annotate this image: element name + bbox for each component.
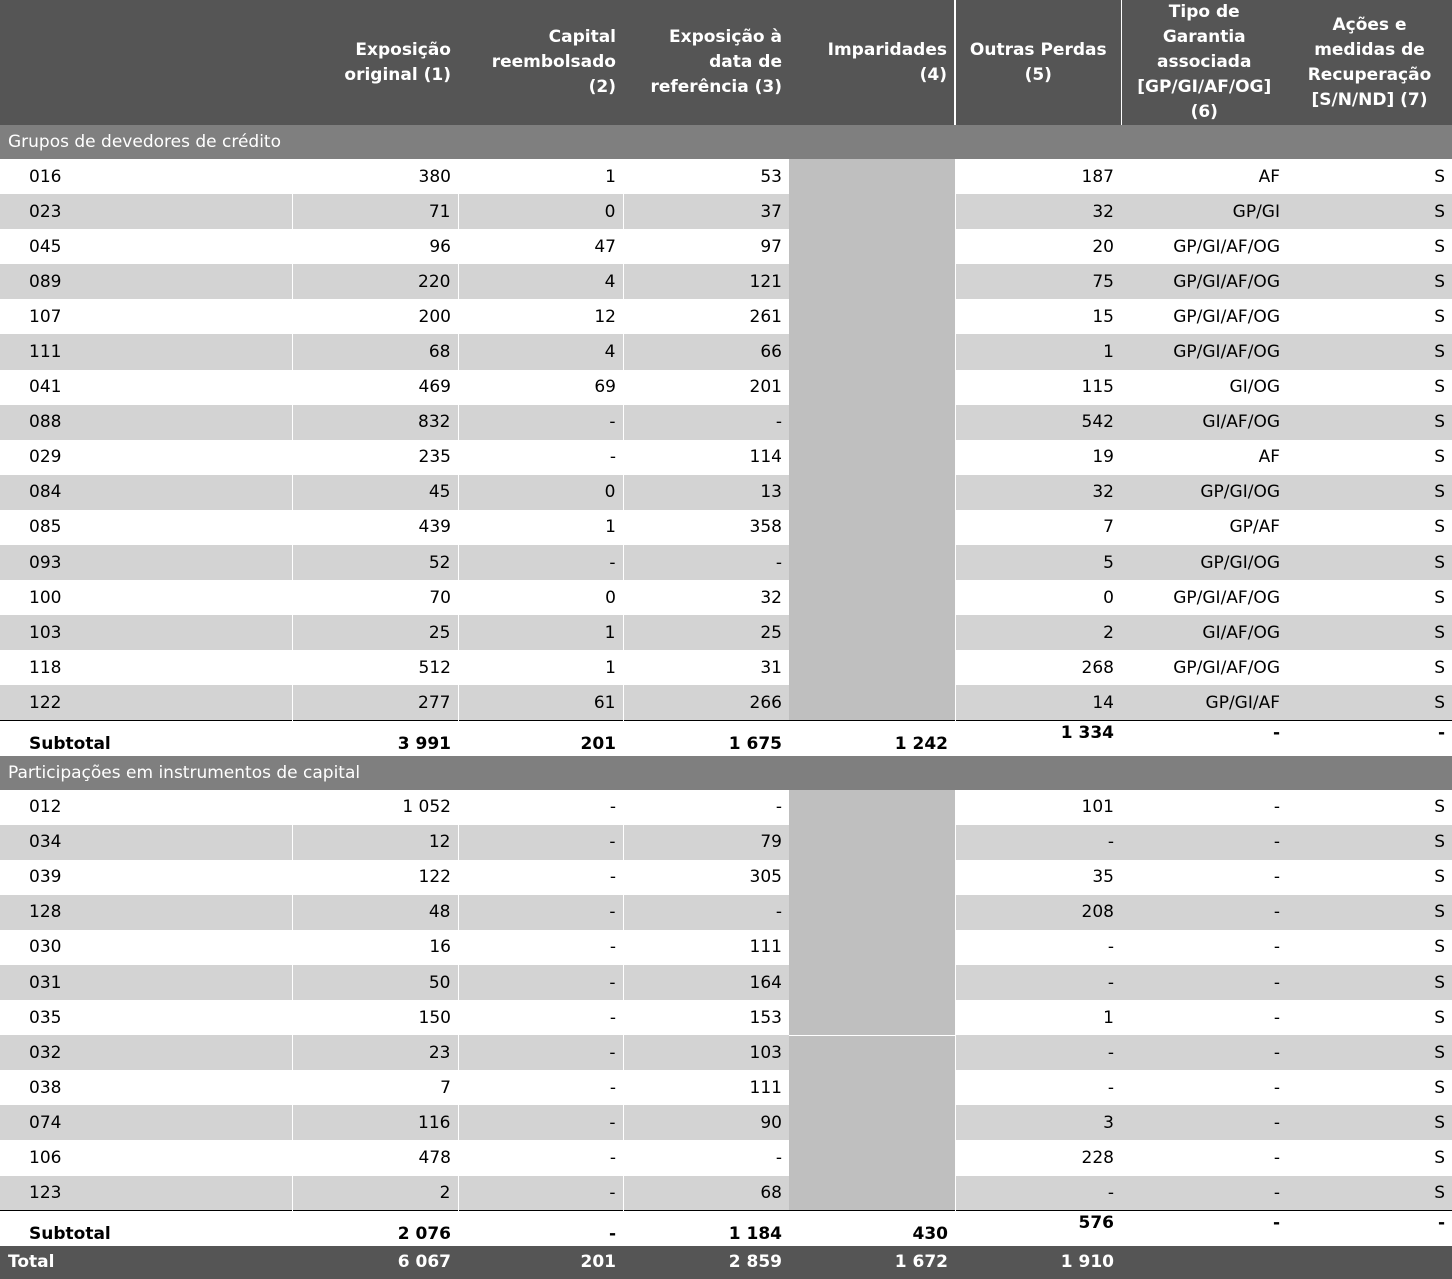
subtotal-acoes-recuperacao: - xyxy=(1287,721,1452,756)
row-id: 106 xyxy=(29,1147,62,1168)
header-outras-perdas: Outras Perdas (5) xyxy=(955,0,1121,125)
table-row xyxy=(0,510,1452,545)
row-id: 038 xyxy=(29,1077,62,1098)
cell-exposicao-data: 305 xyxy=(749,867,782,888)
cell-exposicao-original: 1 052 xyxy=(402,797,451,818)
total-capital-reembolsado: 201 xyxy=(458,1246,623,1279)
cell-tipo-garantia: GP/GI/AF/OG xyxy=(1173,236,1280,257)
subtotal-imparidades: 430 xyxy=(789,1211,955,1246)
cell-acoes-recuperacao: S xyxy=(1434,1077,1445,1098)
cell-capital-reembolsado: - xyxy=(609,937,616,958)
cell-exposicao-data: - xyxy=(623,545,789,580)
cell-exposicao-original: 220 xyxy=(292,264,458,299)
cell-exposicao-original: 48 xyxy=(292,895,458,930)
cell-outras-perdas: 268 xyxy=(955,650,1121,685)
total-imparidades: 1 672 xyxy=(789,1246,955,1279)
cell-imparidades xyxy=(789,650,955,685)
cell-outras-perdas: 75 xyxy=(955,264,1121,299)
cell-tipo-garantia: - xyxy=(1273,937,1280,958)
cell-imparidades xyxy=(789,545,955,580)
subtotal-row xyxy=(0,1211,1452,1246)
row-id: 030 xyxy=(29,937,62,958)
cell-tipo-garantia: - xyxy=(1121,895,1287,930)
subtotal-outras-perdas: 1 334 xyxy=(955,721,1121,756)
cell-exposicao-data: 111 xyxy=(749,937,782,958)
header-imparidades: Imparidades (4) xyxy=(789,0,955,125)
table-row xyxy=(0,334,1452,369)
cell-exposicao-data: - xyxy=(623,895,789,930)
cell-acoes-recuperacao: S xyxy=(1287,1105,1452,1140)
cell-capital-reembolsado: 4 xyxy=(458,334,623,369)
cell-exposicao-original: 478 xyxy=(418,1147,451,1168)
cell-exposicao-original: 512 xyxy=(418,657,451,678)
table-row xyxy=(0,545,1452,580)
header-capital-reembolsado: Capital reembolsado (2) xyxy=(458,0,623,125)
cell-imparidades xyxy=(789,194,955,229)
cell-exposicao-original: 200 xyxy=(418,306,451,327)
cell-imparidades xyxy=(789,405,955,440)
cell-tipo-garantia: GI/AF/OG xyxy=(1121,405,1287,440)
table-row xyxy=(0,1176,1452,1211)
subtotal-row xyxy=(0,721,1452,756)
table-row xyxy=(0,895,1452,930)
cell-acoes-recuperacao: S xyxy=(1287,615,1452,650)
table-row xyxy=(0,685,1452,720)
cell-capital-reembolsado: - xyxy=(609,797,616,818)
cell-outras-perdas: 5 xyxy=(955,545,1121,580)
cell-imparidades xyxy=(789,229,955,264)
cell-acoes-recuperacao: S xyxy=(1434,587,1445,608)
cell-tipo-garantia: AF xyxy=(1258,447,1280,468)
table-row xyxy=(0,299,1452,334)
table-row xyxy=(0,405,1452,440)
cell-imparidades xyxy=(789,1176,955,1211)
cell-imparidades xyxy=(789,825,955,860)
cell-imparidades xyxy=(789,475,955,510)
cell-capital-reembolsado: - xyxy=(458,895,623,930)
cell-exposicao-original: 235 xyxy=(418,447,451,468)
table-row xyxy=(0,264,1452,299)
subtotal-outras-perdas: 576 xyxy=(955,1211,1121,1246)
row-id: 035 xyxy=(29,1007,62,1028)
header-exposicao-original: Exposição original (1) xyxy=(292,0,458,125)
cell-tipo-garantia: - xyxy=(1121,1105,1287,1140)
cell-outras-perdas: - xyxy=(955,965,1121,1000)
cell-imparidades xyxy=(789,615,955,650)
table-row xyxy=(0,1070,1452,1105)
cell-tipo-garantia: GI/AF/OG xyxy=(1121,615,1287,650)
row-id: 031 xyxy=(0,965,292,1000)
total-exposicao-original: 6 067 xyxy=(292,1246,458,1279)
cell-exposicao-data: 25 xyxy=(623,615,789,650)
cell-outras-perdas: - xyxy=(955,1176,1121,1211)
cell-tipo-garantia: - xyxy=(1121,965,1287,1000)
cell-outras-perdas: 1 xyxy=(955,1000,1121,1035)
cell-tipo-garantia: GP/GI/OG xyxy=(1121,545,1287,580)
total-outras-perdas: 1 910 xyxy=(955,1246,1121,1279)
cell-outras-perdas: 101 xyxy=(955,790,1121,825)
table-row xyxy=(0,1035,1452,1070)
cell-exposicao-data: 164 xyxy=(623,965,789,1000)
cell-exposicao-data: 103 xyxy=(623,1035,789,1070)
cell-exposicao-original: 25 xyxy=(292,615,458,650)
cell-exposicao-original: 71 xyxy=(292,194,458,229)
cell-exposicao-data: 31 xyxy=(760,657,782,678)
cell-capital-reembolsado: - xyxy=(609,1147,616,1168)
cell-outras-perdas: 19 xyxy=(955,440,1121,475)
row-id: 123 xyxy=(0,1176,292,1211)
cell-exposicao-original: 12 xyxy=(292,825,458,860)
table-row xyxy=(0,159,1452,194)
row-id: 023 xyxy=(0,194,292,229)
cell-tipo-garantia: GP/GI/AF/OG xyxy=(1173,306,1280,327)
table-row xyxy=(0,475,1452,510)
cell-exposicao-data: 121 xyxy=(623,264,789,299)
cell-imparidades xyxy=(789,1035,955,1070)
cell-tipo-garantia: GP/GI/AF/OG xyxy=(1121,334,1287,369)
cell-exposicao-data: - xyxy=(775,797,782,818)
header-blank xyxy=(0,0,292,125)
table-row xyxy=(0,825,1452,860)
subtotal-acoes-recuperacao: - xyxy=(1287,1211,1452,1246)
cell-outras-perdas: 115 xyxy=(955,370,1121,405)
cell-acoes-recuperacao: S xyxy=(1434,166,1445,187)
cell-tipo-garantia: GP/GI/AF/OG xyxy=(1173,587,1280,608)
subtotal-imparidades: 1 242 xyxy=(789,721,955,756)
subtotal-tipo-garantia: - xyxy=(1121,721,1287,756)
subtotal-exposicao-original: 2 076 xyxy=(292,1211,458,1246)
cell-imparidades xyxy=(789,930,955,965)
cell-exposicao-original: 50 xyxy=(292,965,458,1000)
cell-outras-perdas: 208 xyxy=(955,895,1121,930)
cell-exposicao-data: 358 xyxy=(749,517,782,538)
row-id: 093 xyxy=(0,545,292,580)
cell-acoes-recuperacao: S xyxy=(1287,475,1452,510)
row-id: 088 xyxy=(0,405,292,440)
cell-exposicao-data: 111 xyxy=(749,1077,782,1098)
cell-imparidades xyxy=(789,580,955,615)
cell-imparidades xyxy=(789,1140,955,1175)
cell-capital-reembolsado: 0 xyxy=(458,475,623,510)
cell-capital-reembolsado: 1 xyxy=(458,615,623,650)
cell-exposicao-data: 68 xyxy=(623,1176,789,1211)
cell-imparidades xyxy=(789,370,955,405)
cell-exposicao-original: 277 xyxy=(292,685,458,720)
cell-acoes-recuperacao: S xyxy=(1434,1007,1445,1028)
cell-imparidades xyxy=(789,264,955,299)
subtotal-label: Subtotal xyxy=(0,721,292,756)
header-exposicao-data: Exposição à data de referência (3) xyxy=(623,0,789,125)
cell-capital-reembolsado: 12 xyxy=(594,306,616,327)
cell-outras-perdas: 15 xyxy=(955,299,1121,334)
cell-acoes-recuperacao: S xyxy=(1287,405,1452,440)
table-row xyxy=(0,930,1452,965)
cell-exposicao-data: - xyxy=(623,405,789,440)
cell-exposicao-original: 832 xyxy=(292,405,458,440)
total-label: Total xyxy=(0,1246,292,1279)
row-id: 029 xyxy=(29,447,62,468)
cell-acoes-recuperacao: S xyxy=(1434,867,1445,888)
table-row xyxy=(0,1000,1452,1035)
cell-capital-reembolsado: - xyxy=(609,1077,616,1098)
cell-tipo-garantia: - xyxy=(1273,797,1280,818)
cell-exposicao-data: 79 xyxy=(623,825,789,860)
cell-capital-reembolsado: 1 xyxy=(605,657,616,678)
cell-tipo-garantia: GP/GI/AF xyxy=(1121,685,1287,720)
cell-acoes-recuperacao: S xyxy=(1287,825,1452,860)
cell-imparidades xyxy=(789,299,955,334)
cell-acoes-recuperacao: S xyxy=(1287,685,1452,720)
table-row xyxy=(0,965,1452,1000)
cell-acoes-recuperacao: S xyxy=(1287,895,1452,930)
row-id: 034 xyxy=(0,825,292,860)
cell-outras-perdas: - xyxy=(955,825,1121,860)
cell-tipo-garantia: - xyxy=(1121,1176,1287,1211)
cell-outras-perdas: 32 xyxy=(955,475,1121,510)
cell-capital-reembolsado: - xyxy=(458,545,623,580)
cell-exposicao-original: 116 xyxy=(292,1105,458,1140)
cell-exposicao-original: 45 xyxy=(292,475,458,510)
header-tipo-garantia: Tipo de Garantia associada [GP/GI/AF/OG] (6) xyxy=(1121,0,1287,125)
cell-outras-perdas: 1 xyxy=(955,334,1121,369)
cell-imparidades xyxy=(789,159,955,194)
cell-outras-perdas: 7 xyxy=(955,510,1121,545)
row-id: 032 xyxy=(0,1035,292,1070)
cell-exposicao-data: 66 xyxy=(623,334,789,369)
subtotal-exposicao-data: 1 675 xyxy=(623,721,789,756)
cell-outras-perdas: 3 xyxy=(955,1105,1121,1140)
row-id: 039 xyxy=(29,867,62,888)
row-id: 128 xyxy=(0,895,292,930)
section-title: Grupos de devedores de crédito xyxy=(0,125,1452,159)
cell-imparidades xyxy=(789,510,955,545)
table-row xyxy=(0,580,1452,615)
cell-tipo-garantia: - xyxy=(1273,1147,1280,1168)
table-row xyxy=(0,860,1452,895)
table-row xyxy=(0,440,1452,475)
cell-imparidades xyxy=(789,965,955,1000)
cell-acoes-recuperacao: S xyxy=(1434,517,1445,538)
table-row xyxy=(0,1140,1452,1175)
cell-outras-perdas: - xyxy=(955,930,1121,965)
row-id: 100 xyxy=(29,587,62,608)
cell-exposicao-original: 23 xyxy=(292,1035,458,1070)
row-id: 016 xyxy=(29,166,62,187)
cell-exposicao-data: 37 xyxy=(623,194,789,229)
total-row xyxy=(0,1246,1452,1279)
cell-capital-reembolsado: - xyxy=(458,965,623,1000)
row-id: 084 xyxy=(0,475,292,510)
cell-exposicao-original: 469 xyxy=(418,377,451,398)
subtotal-exposicao-original: 3 991 xyxy=(292,721,458,756)
cell-acoes-recuperacao: S xyxy=(1287,264,1452,299)
cell-exposicao-data: 114 xyxy=(749,447,782,468)
cell-outras-perdas: 0 xyxy=(955,580,1121,615)
cell-exposicao-data: - xyxy=(775,1147,782,1168)
cell-capital-reembolsado: - xyxy=(609,867,616,888)
subtotal-tipo-garantia: - xyxy=(1121,1211,1287,1246)
cell-acoes-recuperacao: S xyxy=(1287,1035,1452,1070)
cell-tipo-garantia: - xyxy=(1273,1007,1280,1028)
cell-exposicao-original: 7 xyxy=(440,1077,451,1098)
row-id: 085 xyxy=(29,517,62,538)
row-id: 111 xyxy=(0,334,292,369)
cell-acoes-recuperacao: S xyxy=(1434,306,1445,327)
cell-capital-reembolsado: 4 xyxy=(458,264,623,299)
cell-imparidades xyxy=(789,440,955,475)
cell-exposicao-data: 201 xyxy=(749,377,782,398)
cell-acoes-recuperacao: S xyxy=(1287,334,1452,369)
cell-capital-reembolsado: - xyxy=(609,447,616,468)
table-row xyxy=(0,229,1452,264)
cell-capital-reembolsado: - xyxy=(458,1035,623,1070)
cell-acoes-recuperacao: S xyxy=(1434,377,1445,398)
cell-exposicao-data: 13 xyxy=(623,475,789,510)
cell-acoes-recuperacao: S xyxy=(1434,657,1445,678)
cell-outras-perdas: 2 xyxy=(955,615,1121,650)
cell-imparidades xyxy=(789,1070,955,1105)
cell-outras-perdas: - xyxy=(955,1035,1121,1070)
cell-tipo-garantia: GP/GI xyxy=(1121,194,1287,229)
cell-tipo-garantia: GP/GI/OG xyxy=(1121,475,1287,510)
cell-acoes-recuperacao: S xyxy=(1434,447,1445,468)
cell-acoes-recuperacao: S xyxy=(1434,1147,1445,1168)
subtotal-exposicao-data: 1 184 xyxy=(623,1211,789,1246)
row-id: 012 xyxy=(29,797,62,818)
cell-capital-reembolsado: - xyxy=(458,405,623,440)
cell-capital-reembolsado: - xyxy=(458,1176,623,1211)
cell-acoes-recuperacao: S xyxy=(1434,797,1445,818)
cell-tipo-garantia: GP/GI/AF/OG xyxy=(1173,657,1280,678)
cell-tipo-garantia: AF xyxy=(1258,166,1280,187)
cell-exposicao-original: 439 xyxy=(418,517,451,538)
section-title: Participações em instrumentos de capital xyxy=(0,756,1452,790)
cell-outras-perdas: 228 xyxy=(955,1140,1121,1175)
cell-exposicao-data: 53 xyxy=(760,166,782,187)
row-id: 045 xyxy=(29,236,62,257)
subtotal-label: Subtotal xyxy=(0,1211,292,1246)
cell-imparidades xyxy=(789,895,955,930)
cell-outras-perdas: 542 xyxy=(955,405,1121,440)
cell-outras-perdas: 187 xyxy=(955,159,1121,194)
row-id: 103 xyxy=(0,615,292,650)
cell-exposicao-original: 68 xyxy=(292,334,458,369)
cell-exposicao-original: 70 xyxy=(429,587,451,608)
cell-exposicao-original: 16 xyxy=(429,937,451,958)
cell-tipo-garantia: - xyxy=(1273,1077,1280,1098)
cell-exposicao-original: 122 xyxy=(418,867,451,888)
table-row xyxy=(0,650,1452,685)
section-header xyxy=(0,125,1452,159)
cell-exposicao-data: 32 xyxy=(760,587,782,608)
cell-outras-perdas: 32 xyxy=(955,194,1121,229)
cell-capital-reembolsado: 69 xyxy=(594,377,616,398)
cell-acoes-recuperacao: S xyxy=(1287,965,1452,1000)
cell-imparidades xyxy=(789,860,955,895)
cell-capital-reembolsado: 47 xyxy=(594,236,616,257)
cell-exposicao-data: 153 xyxy=(749,1007,782,1028)
table-row xyxy=(0,615,1452,650)
cell-acoes-recuperacao: S xyxy=(1434,236,1445,257)
row-id: 089 xyxy=(0,264,292,299)
cell-exposicao-data: 266 xyxy=(623,685,789,720)
cell-capital-reembolsado: - xyxy=(609,1007,616,1028)
cell-acoes-recuperacao: S xyxy=(1287,545,1452,580)
cell-outras-perdas: 14 xyxy=(955,685,1121,720)
table-body xyxy=(0,125,1452,1279)
cell-tipo-garantia: - xyxy=(1121,825,1287,860)
cell-imparidades xyxy=(789,1000,955,1035)
row-id: 107 xyxy=(29,306,62,327)
cell-acoes-recuperacao: S xyxy=(1287,1176,1452,1211)
cell-imparidades xyxy=(789,790,955,825)
cell-tipo-garantia: - xyxy=(1121,1035,1287,1070)
cell-capital-reembolsado: 1 xyxy=(605,166,616,187)
cell-exposicao-data: 90 xyxy=(623,1105,789,1140)
cell-capital-reembolsado: 0 xyxy=(458,194,623,229)
section-header xyxy=(0,756,1452,790)
row-id: 041 xyxy=(29,377,62,398)
cell-exposicao-data: 261 xyxy=(749,306,782,327)
cell-imparidades xyxy=(789,685,955,720)
cell-outras-perdas: 35 xyxy=(955,860,1121,895)
cell-outras-perdas: 20 xyxy=(955,229,1121,264)
cell-exposicao-original: 380 xyxy=(418,166,451,187)
cell-acoes-recuperacao: S xyxy=(1287,194,1452,229)
cell-capital-reembolsado: 1 xyxy=(605,517,616,538)
row-id: 122 xyxy=(0,685,292,720)
cell-outras-perdas: - xyxy=(955,1070,1121,1105)
cell-capital-reembolsado: - xyxy=(458,1105,623,1140)
table-row xyxy=(0,194,1452,229)
cell-imparidades xyxy=(789,334,955,369)
cell-tipo-garantia: GP/AF xyxy=(1229,517,1280,538)
cell-exposicao-original: 96 xyxy=(429,236,451,257)
row-id: 074 xyxy=(0,1105,292,1140)
cell-acoes-recuperacao: S xyxy=(1434,937,1445,958)
total-tipo-garantia xyxy=(1121,1246,1287,1279)
cell-exposicao-data: 97 xyxy=(760,236,782,257)
cell-exposicao-original: 52 xyxy=(292,545,458,580)
table-row xyxy=(0,370,1452,405)
total-acoes-recuperacao xyxy=(1287,1246,1452,1279)
table-row xyxy=(0,790,1452,825)
cell-exposicao-original: 2 xyxy=(292,1176,458,1211)
total-exposicao-data: 2 859 xyxy=(623,1246,789,1279)
cell-exposicao-original: 150 xyxy=(418,1007,451,1028)
header-acoes-recuperacao: Ações e medidas de Recuperação [S/N/ND] (7) xyxy=(1287,0,1452,125)
header-row xyxy=(0,0,1452,125)
table-row xyxy=(0,1105,1452,1140)
cell-tipo-garantia: GP/GI/AF/OG xyxy=(1121,264,1287,299)
cell-imparidades xyxy=(789,1105,955,1140)
row-id: 118 xyxy=(29,657,62,678)
cell-capital-reembolsado: 61 xyxy=(458,685,623,720)
subtotal-capital-reembolsado: - xyxy=(458,1211,623,1246)
subtotal-capital-reembolsado: 201 xyxy=(458,721,623,756)
cell-tipo-garantia: GI/OG xyxy=(1229,377,1280,398)
cell-capital-reembolsado: 0 xyxy=(605,587,616,608)
cell-tipo-garantia: - xyxy=(1273,867,1280,888)
cell-capital-reembolsado: - xyxy=(458,825,623,860)
